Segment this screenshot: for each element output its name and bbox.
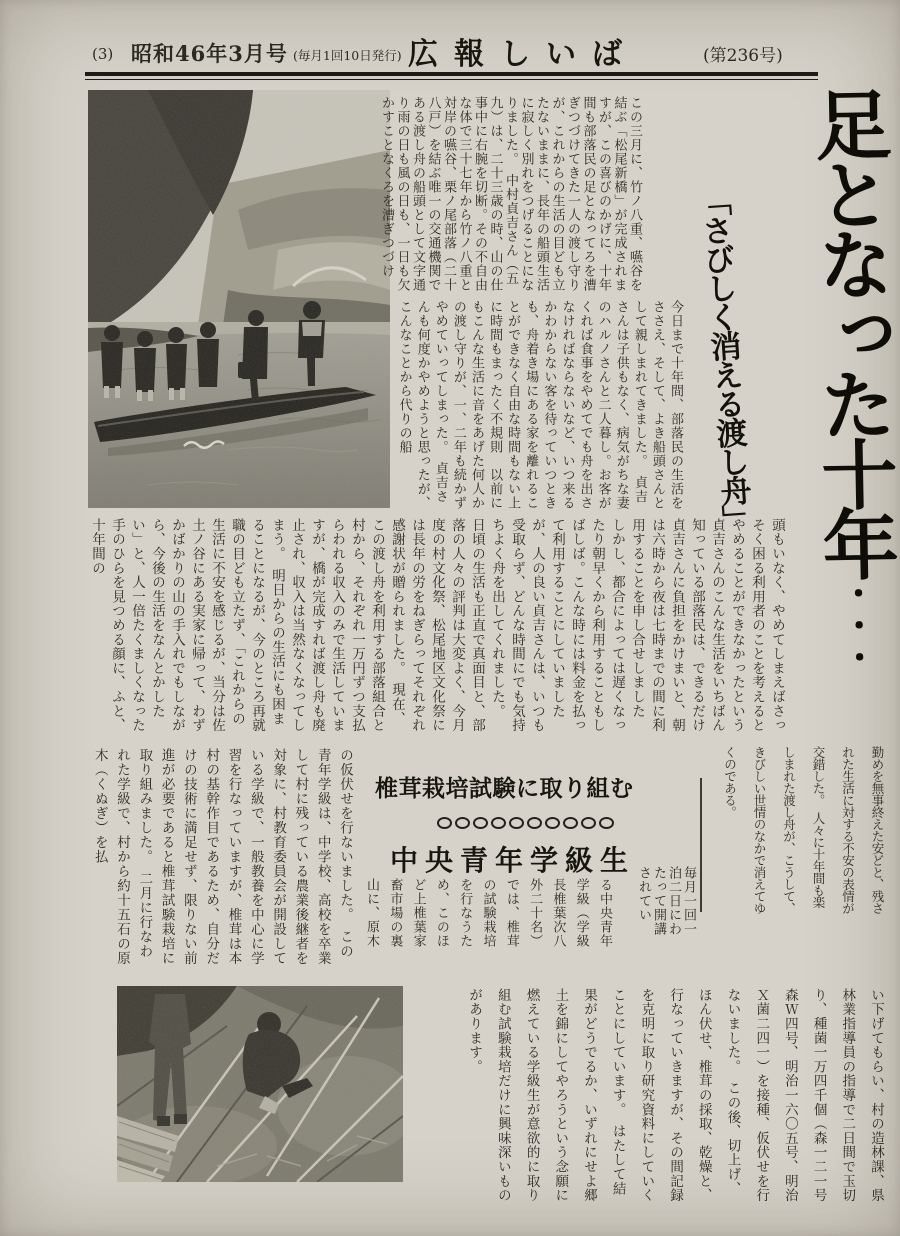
chain-link bbox=[509, 817, 524, 829]
ferry-boat-photo bbox=[88, 90, 390, 508]
article1-body-closing: 勤めを無事終えた安どと、残された生活に対する不安の表情が交錯した。 人々に十年間も楽しまれた渡し舟が、こうして、きびしい世情のなかで消えてゆくのである。 bbox=[722, 746, 885, 914]
article2-subheadline: 中央青年学級生 bbox=[390, 844, 636, 877]
header-rule bbox=[85, 72, 818, 80]
article1-subheadline: 「さびしく消える渡し舟」 bbox=[693, 184, 754, 535]
publish-note: (毎月1回10日発行) bbox=[293, 48, 402, 63]
article1-lead-paragraphs: この三月に、竹ノ八重、嚥谷を結ぶ「松尾新橋」が完成されますが、この喜びのかげに、十年間も部落民の足となってろを漕ぎつづけてきた一人の渡し守りが、これからの生活の目ども立たないままに、長年の船頭生活に寂しく別れをつげることになりました。 中村貞吉さん（五九）は、二十三歳の時、山の仕事中に右腕を切断。その不自由な体で三十七年から竹ノ八重と対岸の嚥谷、栗ノ尾部落（二十八戸）を結ぶ唯一の交通機関である渡し舟の船頭として文字通り雨の日も風の日も、一日も欠かすことなくろを漕ぎつづけ bbox=[379, 96, 642, 292]
article1-headline bbox=[792, 85, 900, 749]
chain-link bbox=[581, 817, 596, 829]
chain-link bbox=[527, 817, 542, 829]
article2-body-left: の仮伏せを行ないました。 この青年学級は、中学校、高校を卒業して村に残っている農業後継者を対象に、村教育委員会が開設している学級で、一般教養を中心に学習を行なっていますが、椎茸は本村の基幹作目であるため、自分だけの技術に満足せず、限りない前進が必要であると椎茸試験栽培に取り組みました。 二月に行なわれた学級で、村から約十五石の原木（くぬぎ）を払 bbox=[91, 748, 353, 966]
chain-link bbox=[545, 817, 560, 829]
chain-ornament bbox=[437, 817, 617, 829]
chain-link bbox=[437, 817, 452, 829]
article2-body-bottom: い下げてもらい、村の造林課、県林業指導員の指導で二日間で玉切り、種菌一万四千個（森一二一号森Ｗ四号、明治一六〇五号、明治Ｘ菌二四一）を接種、仮伏せを行ないました。 この後、切上げ、ほん伏せ、椎茸の採取、乾燥と、行なっていきますが、その間記録を克明に取り研究資料にしていくことにしています。 はたして結果がどうでるか、いずれにせよ郷土を錦にしてやろうという念願に燃えている学級生が意欲的に取り組む試験栽培だけに興味深いものがあります。 bbox=[466, 988, 884, 1203]
article1-headline-text: 足となった十年 bbox=[802, 85, 900, 577]
chain-link bbox=[563, 817, 578, 829]
ferry-boat-illustration bbox=[88, 90, 390, 508]
article-divider-rule bbox=[700, 778, 702, 912]
article2-headline: 椎茸栽培試験に取り組む bbox=[375, 775, 634, 802]
article1-body-middle: 頭もいなく、やめてしまえばさっそく困る利用者のことを考えるとやめることができなかったという 貞吉さんのこんな生活をいちばん知っている部落民は、できるだけ貞吉さんに負担をかけまいと、朝は六時から夜は七時までの間に利用することを申し合せしました しかし、都合によっては遅くなったり朝早くから利用することもしばしば。こんな時には料金を払って利用することにしていましたが、人の良い貞吉さんは、いつも受取らず、どんな時間にでも気持ちよく舟を出してくれました。 日頃の生活も正直で真面目と、部落の人々の評判は大変よく、今月度の村文化祭、松尾地区文化祭には長年の労をねぎらってそれぞれ感謝状が贈られました。 現在、この渡し舟を利用する部落組合と村から、それぞれ一万円ずつ支払らわれる収入のみで生活していますが、橋が完成すれば渡し舟も廃止され、収入は当然なくなってしまう。 明日からの生活にも困まることになるが、今のところ再就職の目ども立たず、「これからの生活に不安を感じるが、当分は佐土ノ谷にある実家に帰って、わずかばかりの山の手入れでもしながら、今後の生活をなんとかしたい」と、人一倍たくましくなった手のひらを見つめる顔に、ふと、十年間の bbox=[89, 518, 785, 747]
page-number: (3) bbox=[92, 45, 114, 63]
article2-intro-column: 毎月一回一泊二日にわたって開講されてい bbox=[636, 866, 696, 936]
article1-body-upper: 今日まで十年間、部落民の生活をささえ、そして、よき船頭さんとして親しまれてきました。 貞吉さんは子供もなく、病気がちな妻のハルノさんと二人暮し。お客がくれば食事をやめてでも舟を出さなければならないなど、いつ来るかわからない客を待っていつときも、舟着き場にある家を離れることができなく自由な時間もない上に時間もまったく不規則 以前にもこんな生活に音をあげた何人かの渡し守りが、一、二年も続かずやめていってしまった。 貞吉さんも何度かやめようと思ったが、こんなことから代りの船 bbox=[396, 300, 683, 510]
chain-link bbox=[455, 817, 470, 829]
chain-link bbox=[491, 817, 506, 829]
forest-work-photo bbox=[117, 986, 403, 1182]
issue-number: (第236号) bbox=[703, 46, 783, 66]
issue-date: 昭和46年3月号 bbox=[131, 41, 288, 66]
chain-link bbox=[599, 817, 614, 829]
article1-headline-dots: ・・・ bbox=[834, 575, 877, 673]
newspaper-title: 広報しいば bbox=[408, 37, 638, 72]
forest-work-illustration bbox=[117, 986, 403, 1182]
chain-link bbox=[473, 817, 488, 829]
article2-body-upper: る中央青年学級（学級長椎葉次八外二十名）では、椎茸の試験栽培を行なうため、このほど上椎葉家畜市場の裏山に、原木 bbox=[364, 878, 612, 948]
